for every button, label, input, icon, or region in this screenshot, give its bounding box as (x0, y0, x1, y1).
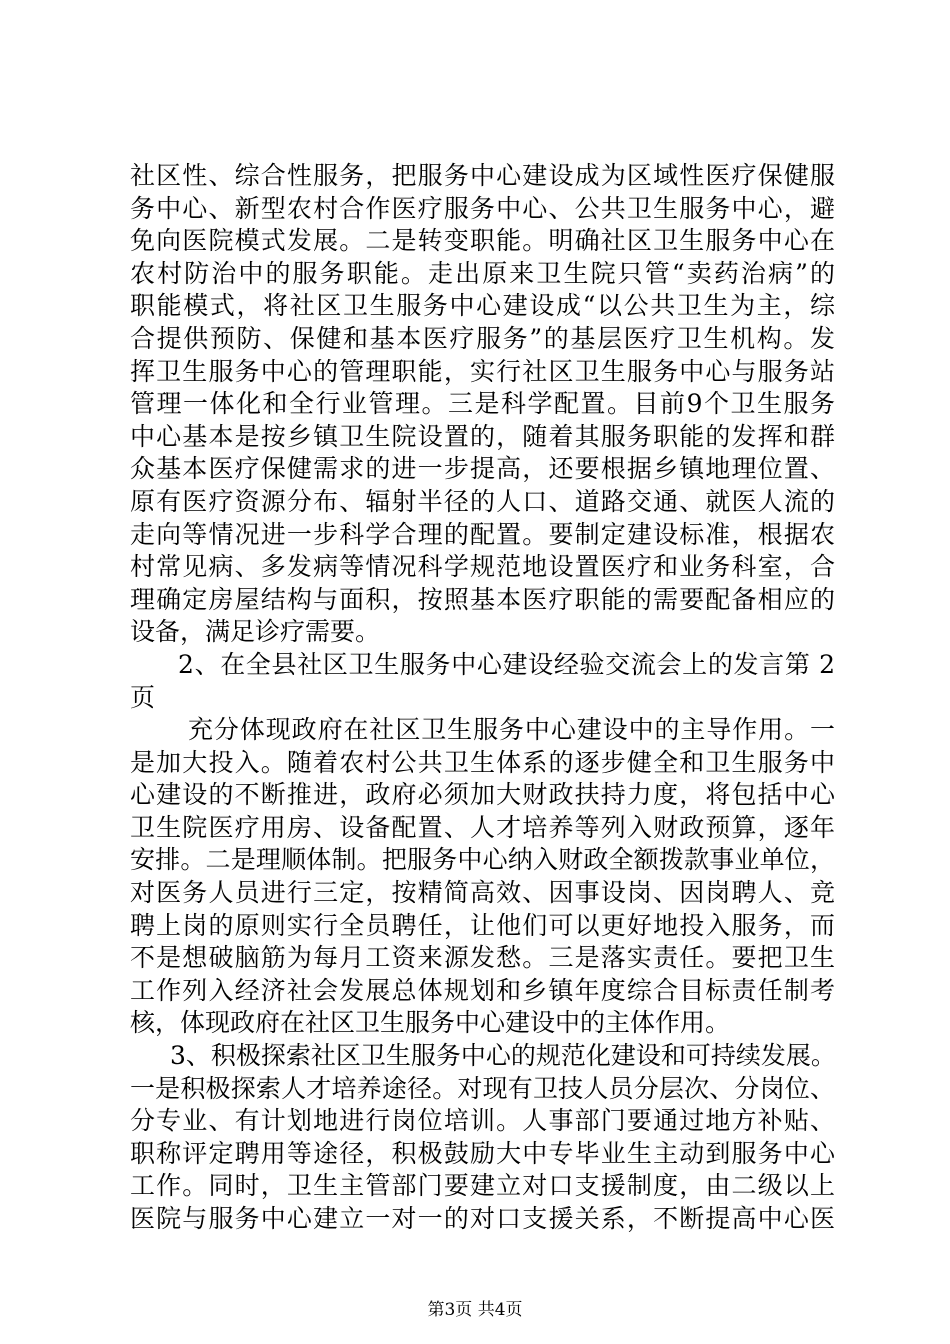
text-line: 理确定房屋结构与面积，按照基本医疗职能的需要配备相应的 (130, 584, 835, 614)
text-line: 中心基本是按乡镇卫生院设置的，随着其服务职能的发挥和群 (130, 421, 835, 451)
body-text (130, 160, 835, 1236)
text-line: 原有医疗资源分布、辐射半径的人口、道路交通、就医人流的 (130, 486, 835, 516)
text-line: 心建设的不断推进，政府必须加大财政扶持力度，将包括中心 (130, 780, 835, 810)
text-line: 众基本医疗保健需求的进一步提高，还要根据乡镇地理位置、 (130, 454, 835, 484)
section-heading-line: 页 (130, 682, 156, 712)
text-line: 农村防治中的服务职能。走出原来卫生院只管“卖药治病”的 (130, 258, 835, 288)
section-heading-line: 3、积极探索社区卫生服务中心的规范化建设和可持续发展。 (170, 1041, 836, 1071)
text-line: 一是积极探索人才培养途径。对现有卫技人员分层次、分岗位、 (130, 1073, 835, 1103)
text-line: 挥卫生服务中心的管理职能，实行社区卫生服务中心与服务站 (130, 356, 835, 386)
text-line: 核，体现政府在社区卫生服务中心建设中的主体作用。 (130, 1008, 731, 1038)
text-line: 充分体现政府在社区卫生服务中心建设中的主导作用。一 (188, 715, 835, 745)
text-line: 安排。二是理顺体制。把服务中心纳入财政全额拨款事业单位， (130, 845, 835, 875)
text-line: 社区性、综合性服务，把服务中心建设成为区域性医疗保健服 (130, 161, 835, 190)
text-line: 村常见病、多发病等情况科学规范地设置医疗和业务科室，合 (130, 552, 835, 582)
text-line: 合提供预防、保健和基本医疗服务”的基层医疗卫生机构。发 (130, 323, 835, 353)
text-line: 职称评定聘用等途径，积极鼓励大中专毕业生主动到服务中心 (130, 1138, 835, 1168)
text-line: 工作列入经济社会发展总体规划和乡镇年度综合目标责任制考 (130, 975, 835, 1005)
text-line: 对医务人员进行三定，按精简高效、因事设岗、因岗聘人、竞 (130, 878, 835, 908)
page-number-footer: 第3页 共4页 (427, 1300, 523, 1320)
text-line: 分专业、有计划地进行岗位培训。人事部门要通过地方补贴、 (130, 1106, 835, 1136)
text-line: 医院与服务中心建立一对一的对口支援关系，不断提高中心医 (130, 1204, 835, 1233)
text-line: 管理一体化和全行业管理。三是科学配置。目前9个卫生服务 (130, 389, 835, 419)
text-line: 工作。同时，卫生主管部门要建立对口支援制度，由二级以上 (130, 1171, 835, 1201)
text-line: 卫生院医疗用房、设备配置、人才培养等列入财政预算，逐年 (130, 812, 835, 842)
text-line: 聘上岗的原则实行全员聘任，让他们可以更好地投入服务，而 (130, 910, 835, 940)
text-line: 职能模式，将社区卫生服务中心建设成“以公共卫生为主，综 (130, 291, 835, 321)
section-heading-line: 2、在全县社区卫生服务中心建设经验交流会上的发言第 2 (178, 649, 835, 679)
text-line: 不是想破脑筋为每月工资来源发愁。三是落实责任。要把卫生 (130, 943, 835, 973)
text-line: 免向医院模式发展。二是转变职能。明确社区卫生服务中心在 (130, 226, 835, 256)
text-line: 走向等情况进一步科学合理的配置。要制定建设标准，根据农 (130, 519, 835, 549)
text-line: 设备，满足诊疗需要。 (130, 617, 381, 647)
text-line: 是加大投入。随着农村公共卫生体系的逐步健全和卫生服务中 (130, 747, 835, 777)
text-line: 务中心、新型农村合作医疗服务中心、公共卫生服务中心，避 (130, 193, 835, 223)
